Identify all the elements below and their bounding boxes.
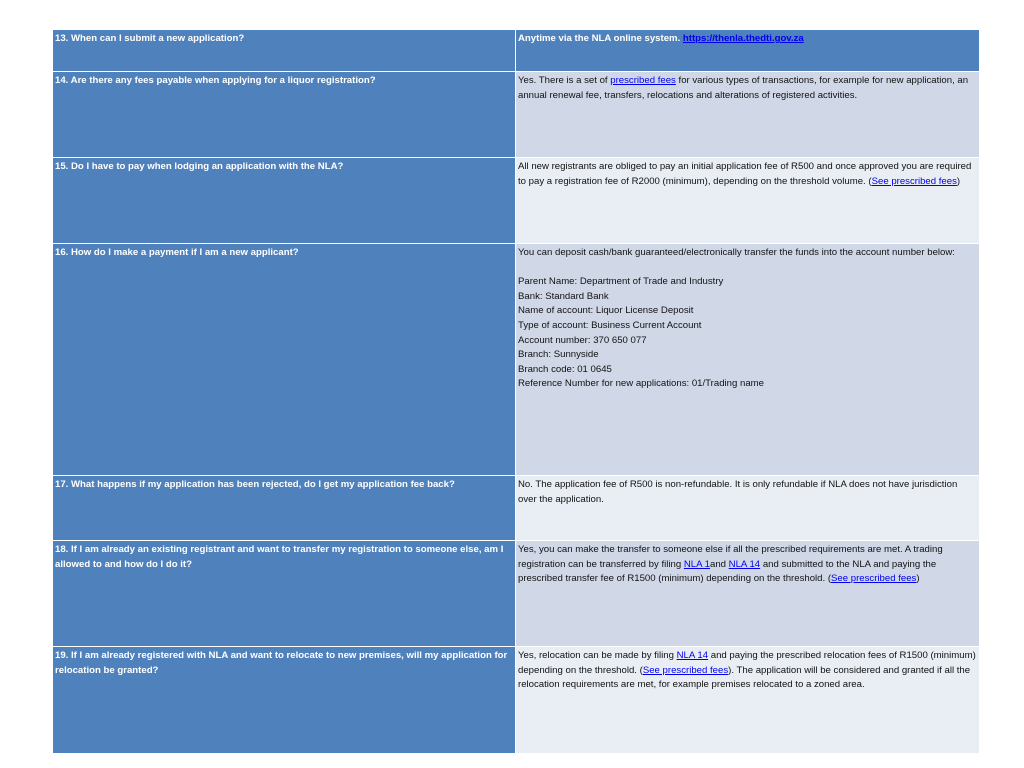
answer-15	[516, 158, 980, 244]
answer-14	[516, 72, 980, 158]
bank-detail-line: Type of account: Business Current Account	[518, 319, 702, 331]
faq-table	[52, 29, 980, 754]
faq-row-17	[53, 476, 980, 541]
bank-detail-line: Branch code: 01 0645	[518, 363, 612, 375]
see-prescribed-fees-link[interactable]: See prescribed fees	[642, 664, 729, 676]
prescribed-fees-link[interactable]: prescribed fees	[610, 75, 676, 86]
answer-13-text: Anytime via the NLA online system.	[518, 33, 683, 44]
answer-19	[516, 647, 980, 754]
bank-detail-line: Bank: Standard Bank	[518, 290, 609, 302]
faq-row-19	[53, 647, 980, 754]
bank-detail-line: Account number: 370 650 077	[518, 334, 647, 346]
answer-15-text-pre: All new registrants are obliged to pay an initial application fee of R500 and once approved you are required to pay a registration fee of R2000 (minimum), depending on the threshold volume. (	[518, 161, 972, 187]
answer-18-text-end: )	[916, 573, 920, 585]
answer-15-text-post: )	[956, 175, 961, 187]
answer-17: No. The application fee of R500 is non-refundable. It is only refundable if NLA does not have jurisdiction over the application.	[516, 476, 980, 541]
nla-online-system-link[interactable]: https://thenla.thedti.gov.za	[682, 33, 804, 44]
answer-16-intro: You can deposit cash/bank guaranteed/electronically transfer the funds into the account number below:	[518, 247, 955, 258]
answer-19-text-mid: and paying the prescribed relocation fees of R1500 (minimum) depending on the threshold. (	[518, 650, 976, 676]
question-15: 15. Do I have to pay when lodging an application with the NLA?	[53, 158, 516, 244]
answer-19-text-post: ). The application will be considered and granted if all the relocation requirements are met, for example premises relocated to a zoned area.	[518, 664, 971, 691]
question-16: 16. How do I make a payment if I am a new applicant?	[53, 244, 516, 476]
answer-16	[516, 244, 980, 476]
answer-18-text-mid: and	[709, 558, 729, 570]
faq-row-13	[53, 30, 980, 72]
nla-1-link[interactable]: NLA 1	[683, 558, 710, 570]
bank-detail-line: Name of account: Liquor License Deposit	[518, 305, 694, 317]
answer-18-text-pre: Yes, you can make the transfer to someone else if all the prescribed requirements are met. A trading registration can be transferred by filing	[518, 544, 943, 570]
faq-row-16	[53, 244, 980, 476]
question-19: 19. If I am already registered with NLA and want to relocate to new premises, will my application for relocation be granted?	[53, 647, 516, 754]
see-prescribed-fees-link[interactable]: See prescribed fees	[871, 175, 957, 187]
see-prescribed-fees-link[interactable]: See prescribed fees	[831, 573, 917, 585]
faq-row-14	[53, 72, 980, 158]
answer-13	[516, 30, 980, 72]
answer-14-text-post: for various types of transactions, for example for new application, an annual renewal fee, transfers, relocations and alterations of registered activities.	[518, 75, 969, 101]
answer-14-text-pre: Yes. There is a set of	[518, 75, 611, 86]
faq-row-18	[53, 541, 980, 647]
nla-14-link[interactable]: NLA 14	[728, 558, 761, 570]
question-14: 14. Are there any fees payable when applying for a liquor registration?	[53, 72, 516, 158]
answer-18	[516, 541, 980, 647]
faq-row-15	[53, 158, 980, 244]
bank-detail-line: Branch: Sunnyside	[518, 349, 599, 361]
answer-16-gap	[518, 261, 977, 276]
question-18: 18. If I am already an existing registrant and want to transfer my registration to someone else, am I allowed to and how do I do it?	[53, 541, 516, 647]
bank-detail-line: Reference Number for new applications: 01/Trading name	[518, 378, 765, 390]
question-17: 17. What happens if my application has been rejected, do I get my application fee back?	[53, 476, 516, 541]
answer-18-text-post: and submitted to the NLA and paying the prescribed transfer fee of R1500 (minimum) depending on the threshold. (	[518, 558, 937, 585]
bank-detail-line: Parent Name: Department of Trade and Industry	[518, 276, 724, 288]
answer-19-text-pre: Yes, relocation can be made by filing	[518, 650, 677, 661]
nla-14-link[interactable]: NLA 14	[676, 650, 709, 661]
question-13: 13. When can I submit a new application?	[53, 30, 516, 72]
